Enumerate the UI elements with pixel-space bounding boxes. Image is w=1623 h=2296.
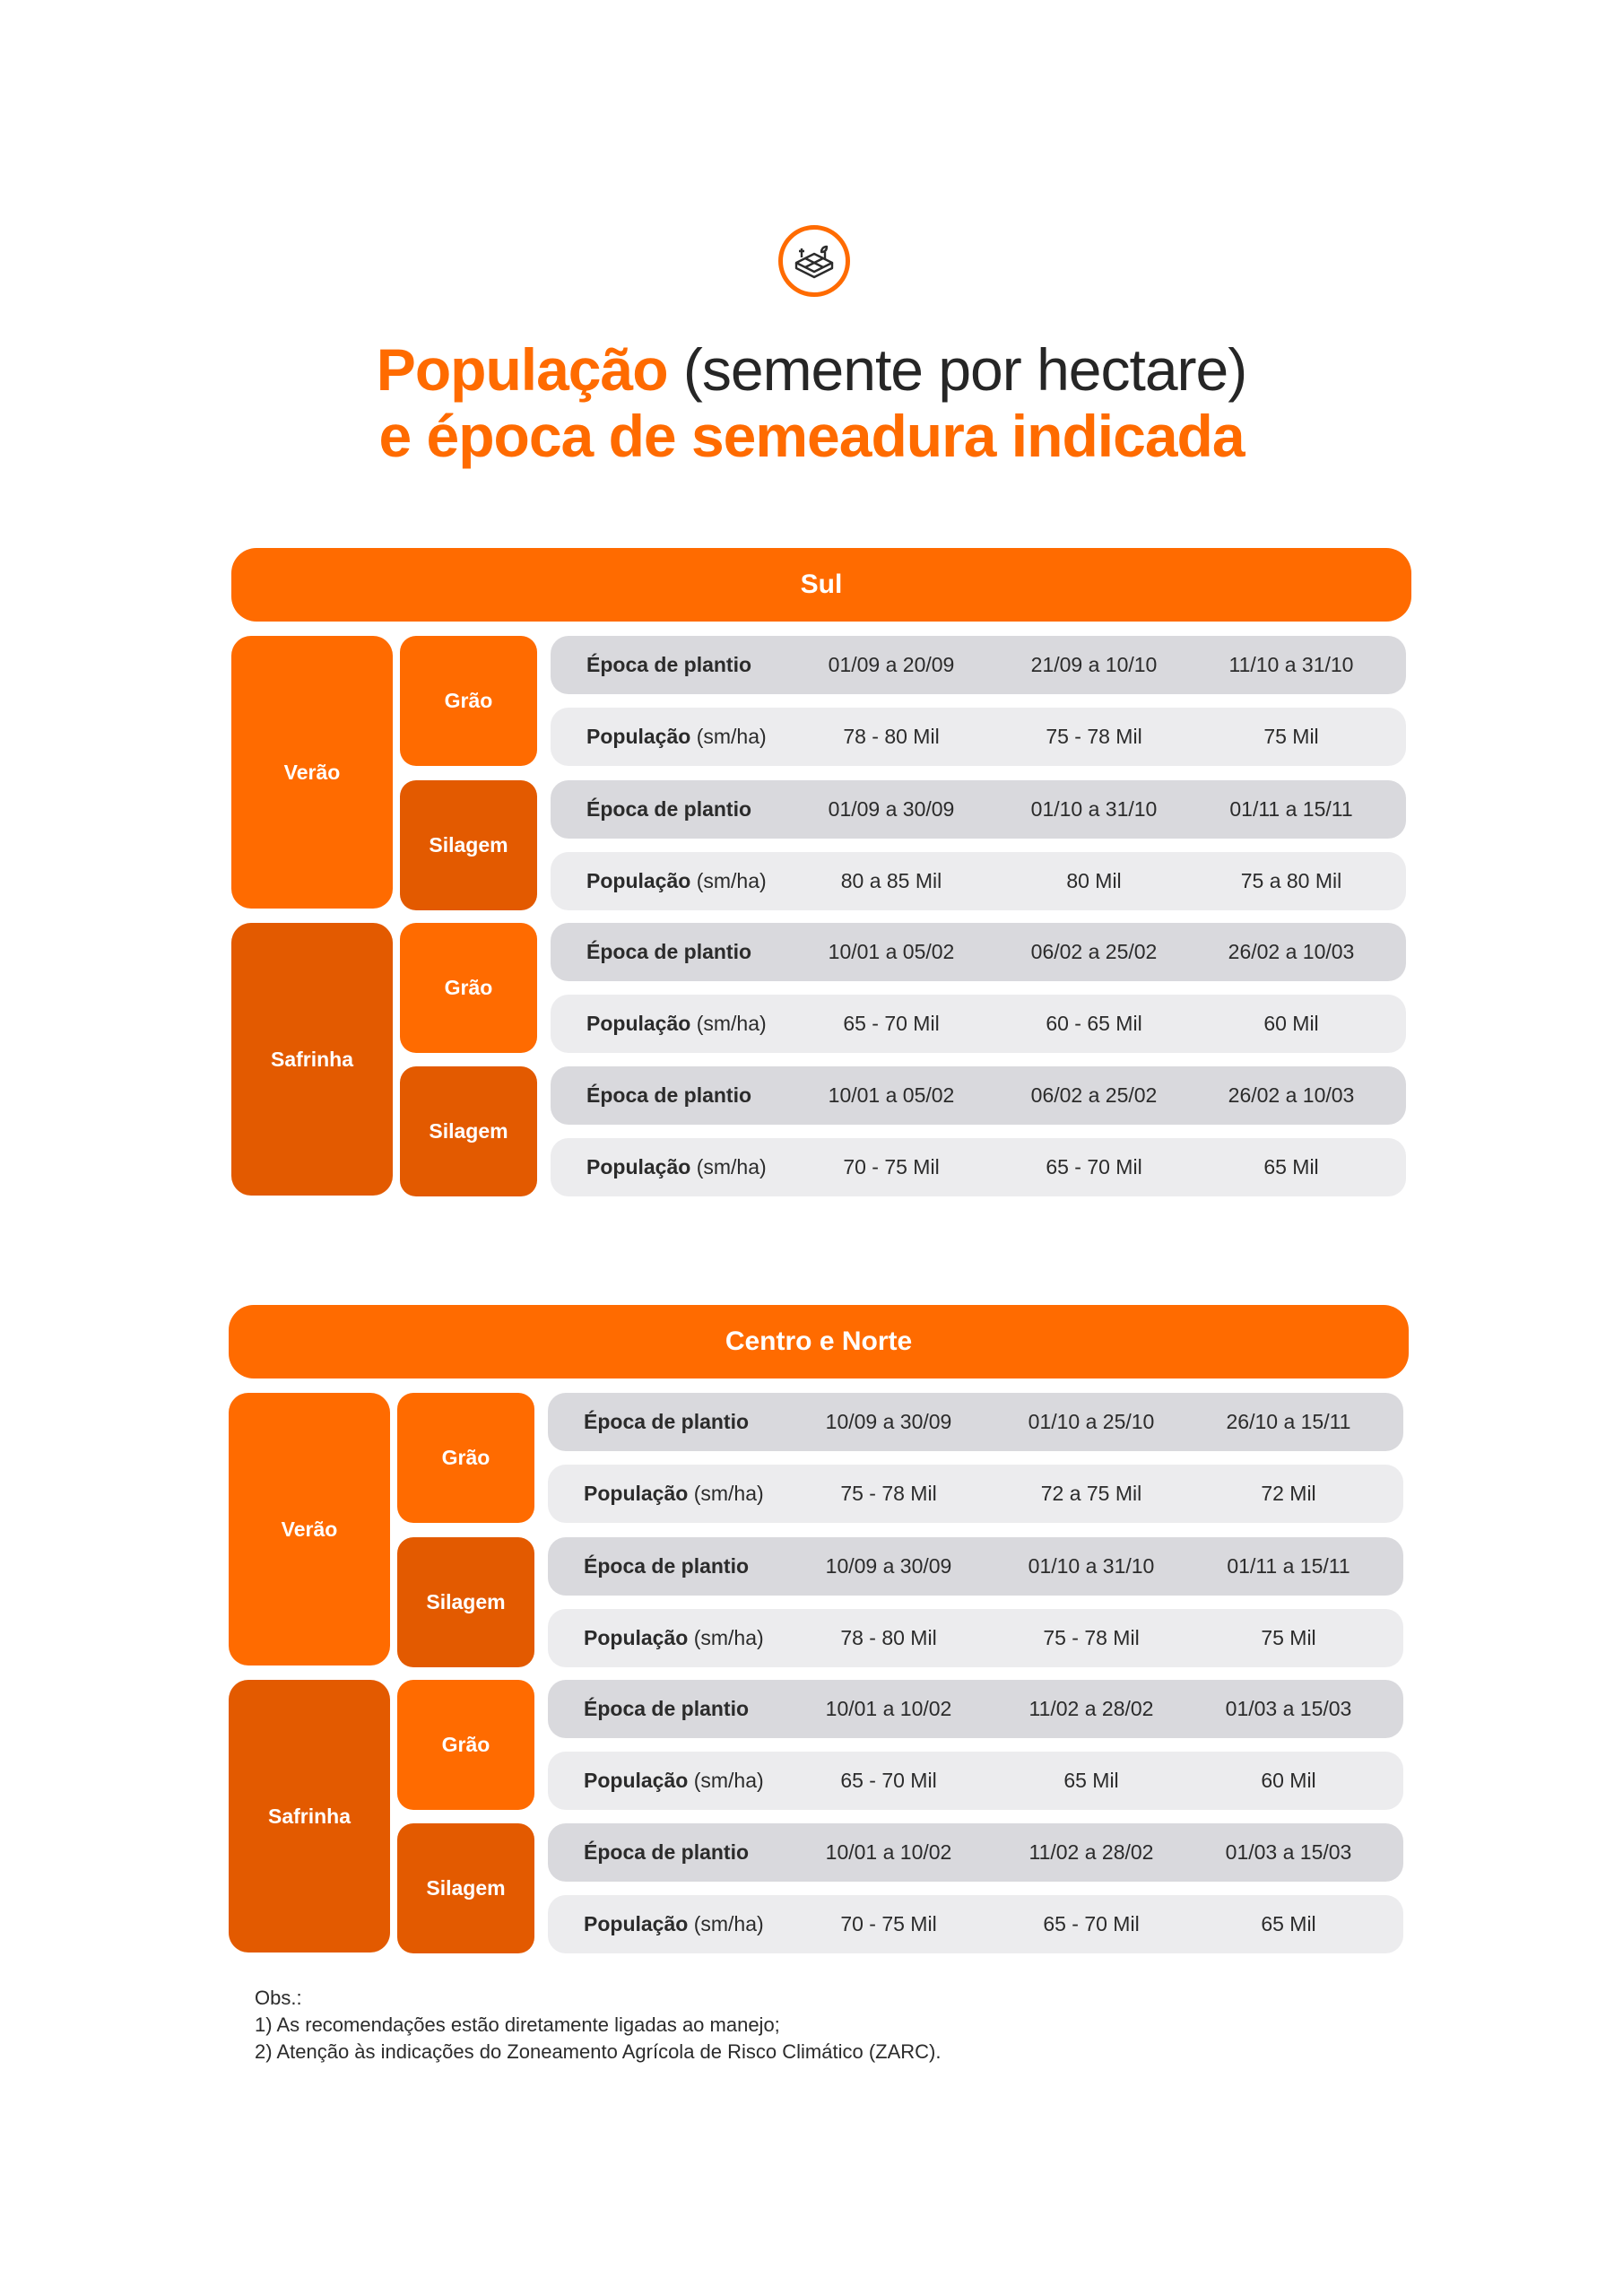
cell-value: 01/11 a 15/11 [1229, 797, 1353, 821]
page-title [0, 336, 1623, 469]
row-label-unit: (sm/ha) [688, 1482, 764, 1505]
row-label-unit: (sm/ha) [690, 725, 767, 748]
obs-line-1: 1) As recomendações estão diretamente ligadas ao manejo; [255, 2013, 780, 2036]
row-label [586, 780, 751, 839]
cell-value: 80 Mil [1066, 869, 1122, 892]
row-label [586, 708, 767, 766]
cell-value: 01/11 a 15/11 [1227, 1554, 1350, 1578]
cell-value: 26/10 a 15/11 [1226, 1410, 1351, 1433]
title-rest-1: (semente por hectare) [667, 336, 1247, 403]
cell-value: 60 - 65 Mil [1046, 1012, 1142, 1035]
row-label-unit: (sm/ha) [690, 1155, 767, 1178]
season-block: Safrinha [231, 923, 393, 1196]
row-label [586, 995, 767, 1053]
row-label [586, 1138, 767, 1196]
row-label-text: Época de plantio [586, 1083, 752, 1107]
region-banner: Centro e Norte [229, 1305, 1409, 1378]
epoca-row [551, 923, 1406, 981]
row-label-text: Época de plantio [584, 1410, 750, 1433]
crop-block: Silagem [400, 780, 537, 910]
row-label [584, 1393, 749, 1451]
planting-map-icon [778, 225, 850, 297]
cell-value: 65 - 70 Mil [843, 1012, 940, 1035]
epoca-row [551, 780, 1406, 839]
cell-value: 60 Mil [1261, 1769, 1316, 1792]
populacao-row [551, 995, 1406, 1053]
cell-value: 26/02 a 10/03 [1228, 1083, 1355, 1107]
cell-value: 10/01 a 10/02 [825, 1697, 952, 1720]
row-label-text: Época de plantio [586, 797, 752, 821]
cell-value: 65 - 70 Mil [1043, 1912, 1140, 1935]
row-label-text: Época de plantio [584, 1840, 750, 1864]
row-label [584, 1752, 764, 1810]
cell-value: 11/10 a 31/10 [1228, 653, 1354, 676]
obs-title: Obs.: [255, 1987, 302, 2009]
cell-value: 01/09 a 30/09 [828, 797, 955, 821]
cell-value: 10/09 a 30/09 [825, 1410, 952, 1433]
cell-value: 65 Mil [1261, 1912, 1316, 1935]
epoca-row [548, 1680, 1403, 1738]
cell-value: 75 - 78 Mil [1043, 1626, 1140, 1649]
title-highlight-1: População [376, 336, 668, 403]
row-label-text: Época de plantio [584, 1697, 750, 1720]
crop-block: Grão [400, 923, 537, 1053]
cell-value: 70 - 75 Mil [840, 1912, 937, 1935]
season-block: Verão [231, 636, 393, 909]
cell-value: 26/02 a 10/03 [1228, 940, 1355, 963]
row-label-unit: (sm/ha) [690, 869, 767, 892]
season-block: Verão [229, 1393, 390, 1665]
epoca-row [551, 636, 1406, 694]
row-label-text: População [586, 1012, 691, 1035]
cell-value: 01/03 a 15/03 [1225, 1840, 1352, 1864]
row-label [586, 1066, 751, 1125]
crop-block: Grão [400, 636, 537, 766]
cell-value: 72 a 75 Mil [1040, 1482, 1142, 1505]
populacao-row [551, 708, 1406, 766]
populacao-row [551, 852, 1406, 910]
epoca-row [548, 1393, 1403, 1451]
cell-value: 01/03 a 15/03 [1225, 1697, 1352, 1720]
cell-value: 65 Mil [1063, 1769, 1119, 1792]
row-label [584, 1609, 764, 1667]
cell-value: 21/09 a 10/10 [1030, 653, 1158, 676]
crop-block: Silagem [397, 1823, 534, 1953]
cell-value: 75 Mil [1263, 725, 1319, 748]
cell-value: 60 Mil [1263, 1012, 1319, 1035]
row-label [584, 1537, 749, 1596]
row-label-text: População [584, 1482, 689, 1505]
row-label-text: População [586, 725, 691, 748]
region-banner: Sul [231, 548, 1411, 622]
row-label [584, 1465, 764, 1523]
cell-value: 01/10 a 31/10 [1028, 1554, 1155, 1578]
region-section [231, 548, 1411, 1207]
title-highlight-2: e época de semeadura indicada [378, 403, 1245, 469]
region-section [229, 1305, 1409, 1964]
populacao-row [548, 1752, 1403, 1810]
cell-value: 65 - 70 Mil [840, 1769, 937, 1792]
row-label-text: População [586, 869, 691, 892]
row-label-text: População [584, 1626, 689, 1649]
planting-map-icon-graphic [789, 236, 839, 286]
row-label-unit: (sm/ha) [688, 1912, 764, 1935]
season-block: Safrinha [229, 1680, 390, 1952]
row-label [586, 852, 767, 910]
cell-value: 80 a 85 Mil [840, 869, 942, 892]
epoca-row [551, 1066, 1406, 1125]
cell-value: 10/01 a 05/02 [828, 1083, 955, 1107]
row-label [586, 923, 751, 981]
epoca-row [548, 1537, 1403, 1596]
cell-value: 01/10 a 25/10 [1028, 1410, 1155, 1433]
populacao-row [548, 1895, 1403, 1953]
cell-value: 65 Mil [1263, 1155, 1319, 1178]
crop-block: Silagem [400, 1066, 537, 1196]
observations [255, 1985, 941, 2066]
row-label-text: População [584, 1769, 689, 1792]
row-label-unit: (sm/ha) [688, 1769, 764, 1792]
row-label-text: População [586, 1155, 691, 1178]
crop-block: Grão [397, 1680, 534, 1810]
cell-value: 78 - 80 Mil [843, 725, 940, 748]
cell-value: 10/09 a 30/09 [825, 1554, 952, 1578]
populacao-row [548, 1609, 1403, 1667]
cell-value: 75 - 78 Mil [840, 1482, 937, 1505]
row-label [584, 1823, 749, 1882]
cell-value: 70 - 75 Mil [843, 1155, 940, 1178]
row-label [586, 636, 751, 694]
cell-value: 10/01 a 10/02 [825, 1840, 952, 1864]
crop-block: Silagem [397, 1537, 534, 1667]
row-label-unit: (sm/ha) [690, 1012, 767, 1035]
populacao-row [548, 1465, 1403, 1523]
row-label [584, 1680, 749, 1738]
row-label-text: Época de plantio [584, 1554, 750, 1578]
cell-value: 01/09 a 20/09 [828, 653, 955, 676]
row-label-text: Época de plantio [586, 940, 752, 963]
cell-value: 75 Mil [1261, 1626, 1316, 1649]
cell-value: 78 - 80 Mil [840, 1626, 937, 1649]
epoca-row [548, 1823, 1403, 1882]
cell-value: 06/02 a 25/02 [1030, 1083, 1158, 1107]
cell-value: 65 - 70 Mil [1046, 1155, 1142, 1178]
row-label-text: Época de plantio [586, 653, 752, 676]
row-label-text: População [584, 1912, 689, 1935]
cell-value: 10/01 a 05/02 [828, 940, 955, 963]
row-label-unit: (sm/ha) [688, 1626, 764, 1649]
cell-value: 06/02 a 25/02 [1030, 940, 1158, 963]
crop-block: Grão [397, 1393, 534, 1523]
obs-line-2: 2) Atenção às indicações do Zoneamento Agrícola de Risco Climático (ZARC). [255, 2040, 942, 2063]
row-label [584, 1895, 764, 1953]
cell-value: 72 Mil [1261, 1482, 1316, 1505]
cell-value: 11/02 a 28/02 [1028, 1697, 1154, 1720]
cell-value: 11/02 a 28/02 [1028, 1840, 1154, 1864]
cell-value: 01/10 a 31/10 [1030, 797, 1158, 821]
cell-value: 75 - 78 Mil [1046, 725, 1142, 748]
populacao-row [551, 1138, 1406, 1196]
cell-value: 75 a 80 Mil [1240, 869, 1342, 892]
